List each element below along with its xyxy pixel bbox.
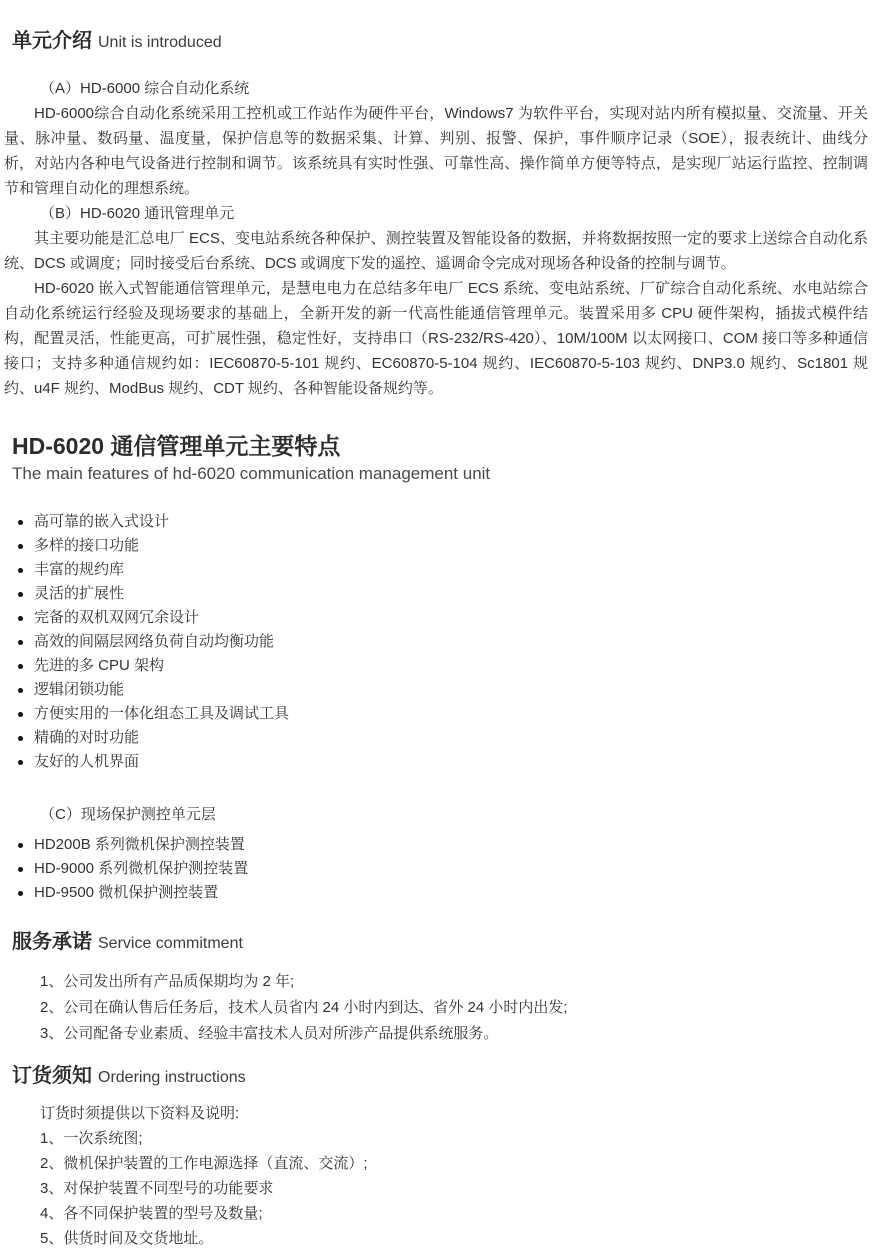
- features-heading-en: The main features of hd-6020 communication management unit: [12, 464, 491, 483]
- ordering-heading-en: Ordering instructions: [98, 1069, 246, 1086]
- protection-unit-item: HD200B 系列微机保护测控装置: [4, 833, 868, 857]
- service-item: 2、公司在确认售后任务后，技术人员省内 24 小时内到达、省外 24 小时内出发;: [40, 999, 568, 1016]
- ordering-items: [4, 1101, 868, 1251]
- item-b-label: （B）HD-6020 通讯管理单元: [40, 205, 235, 222]
- unit-intro-heading: [12, 30, 868, 54]
- feature-list: [4, 510, 868, 774]
- section-service-commitment: [4, 931, 868, 1047]
- ordering-item: 4、各不同保护装置的型号及数量;: [40, 1205, 263, 1222]
- protection-unit-list: [4, 833, 868, 905]
- service-item: 3、公司配备专业素质、经验丰富技术人员对所涉产品提供系统服务。: [40, 1025, 499, 1042]
- service-item: 1、公司发出所有产品质保期均为 2 年;: [40, 973, 295, 990]
- item-a-label: （A）HD-6000 综合自动化系统: [40, 80, 250, 97]
- ordering-intro-line: 订货时须提供以下资料及说明:: [40, 1105, 240, 1122]
- unit-intro-heading-en: Unit is introduced: [98, 34, 222, 51]
- ordering-item: 3、对保护装置不同型号的功能要求: [40, 1180, 274, 1197]
- ordering-item: 1、一次系统图;: [40, 1130, 143, 1147]
- feature-item: 灵活的扩展性: [4, 582, 868, 606]
- protection-unit-item: HD-9500 微机保护测控装置: [4, 881, 868, 905]
- paragraph-hd6020-detail: HD-6020 嵌入式智能通信管理单元，是慧电电力在总结多年电厂 ECS 系统、变电站系统、厂矿综合自动化系统、水电站综合自动化系统运行经验及现场要求的基础上，全新开发的新一代高性能通信管理单元。装置采用多 CPU 硬件架构，插拔式模件结构，配置灵活，性能更高，可扩展性强，稳定性好，支持串口（RS-232/RS-420）、10M/100M 以太网接口、COM 接口等多种通信接口；支持多种通信规约如：IEC60870-5-101 规约、EC60870-5-104 规约、IEC60870-5-103 规约、DNP3.0 规约、Sc1801 规约、u4F 规约、ModBus 规约、CDT 规约、各种智能设备规约等。: [4, 280, 868, 397]
- feature-item: 逻辑闭锁功能: [4, 678, 868, 702]
- feature-item: 友好的人机界面: [4, 750, 868, 774]
- ordering-item: 2、微机保护装置的工作电源选择（直流、交流）;: [40, 1155, 368, 1172]
- feature-item: 高效的间隔层网络负荷自动均衡功能: [4, 630, 868, 654]
- service-heading-zh: 服务承诺: [12, 931, 92, 953]
- paragraph-hd6000: HD-6000综合自动化系统采用工控机或工作站作为硬件平台，Windows7 为软件平台，实现对站内所有模拟量、交流量、开关量、脉冲量、数码量、温度量，保护信息等的数据采集、计算、判别、报警、保护，事件顺序记录（SOE），报表统计、曲线分析，对站内各种电气设备进行控制和调节。该系统具有实时性强、可靠性高、操作简单方便等特点，是实现厂站运行监控、控制调节和管理自动化的理想系统。: [4, 105, 868, 197]
- feature-item: 完备的双机双网冗余设计: [4, 606, 868, 630]
- item-c-label: （C）现场保护测控单元层: [40, 806, 216, 823]
- feature-item: 精确的对时功能: [4, 726, 868, 750]
- features-heading-zh: HD-6020 通信管理单元主要特点: [12, 433, 341, 459]
- section-ordering-instructions: [4, 1065, 868, 1251]
- feature-item: 丰富的规约库: [4, 558, 868, 582]
- ordering-heading-zh: 订货须知: [12, 1065, 92, 1087]
- paragraph-hd6020-function: 其主要功能是汇总电厂 ECS、变电站系统各种保护、测控装置及智能设备的数据，并将数据按照一定的要求上送综合自动化系统、DCS 或调度；同时接受后台系统、DCS 或调度下发的遥控、遥调命令完成对现场各种设备的控制与调节。: [4, 230, 868, 272]
- feature-item: 高可靠的嵌入式设计: [4, 510, 868, 534]
- service-heading: [12, 931, 868, 955]
- ordering-heading: [12, 1065, 868, 1089]
- unit-intro-heading-zh: 单元介绍: [12, 30, 92, 52]
- section-unit-intro: [4, 30, 868, 401]
- service-items: [4, 969, 868, 1047]
- feature-item: 先进的多 CPU 架构: [4, 654, 868, 678]
- feature-item: 多样的接口功能: [4, 534, 868, 558]
- protection-unit-item: HD-9000 系列微机保护测控装置: [4, 857, 868, 881]
- section-features: [4, 433, 868, 905]
- feature-item: 方便实用的一体化组态工具及调试工具: [4, 702, 868, 726]
- service-heading-en: Service commitment: [98, 935, 243, 952]
- ordering-item: 5、供货时间及交货地址。: [40, 1230, 214, 1247]
